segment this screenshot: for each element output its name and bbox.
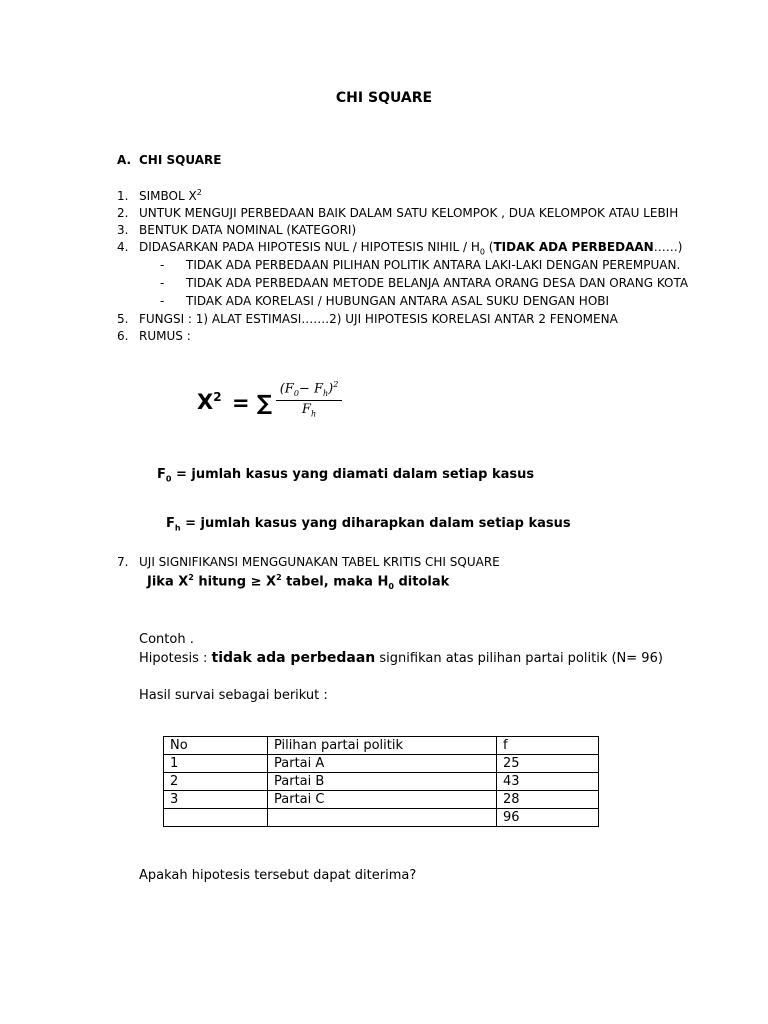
survey-table [163, 736, 599, 827]
formula-lhs: $X^2$ [197, 390, 222, 414]
table-header-row [164, 737, 599, 755]
table-cell: 43 [497, 773, 599, 791]
table-cell: 28 [497, 791, 599, 809]
table-header-cell: f [497, 737, 599, 755]
page-title: CHI SQUARE [335, 90, 433, 106]
formula-numerator: $(F_0- F_h)^2$ [276, 380, 342, 401]
list-item: 3. BENTUK DATA NOMINAL (KATEGORI) [117, 223, 357, 237]
table-row [164, 755, 599, 773]
table-cell: Partai C [268, 791, 497, 809]
list-item: 4. DIDASARKAN PADA HIPOTESIS NUL / HIPOTESIS NIHIL / $H_0$ (TIDAK ADA PERBEDAAN……) [117, 240, 683, 257]
list-item: 2. UNTUK MENGUJI PERBEDAAN BAIK DALAM SATU KELOMPOK , DUA KELOMPOK ATAU LEBIH [117, 206, 679, 220]
table-cell: 25 [497, 755, 599, 773]
table-header-cell: No [164, 737, 268, 755]
survey-intro: Hasil survai sebagai berikut : [139, 688, 328, 703]
decision-rule: Jika $X^2$ hitung ≥ $X^2$ tabel, maka $H_0$ ditolak [147, 573, 450, 591]
list-item: 7. UJI SIGNIFIKANSI MENGGUNAKAN TABEL KRITIS CHI SQUARE [117, 555, 500, 569]
table-cell: Partai B [268, 773, 497, 791]
sub-list-item: - TIDAK ADA PERBEDAAN METODE BELANJA ANTARA ORANG DESA DAN ORANG KOTA [160, 276, 689, 290]
section-heading: A. CHI SQUARE [117, 153, 222, 167]
sub-list-item: - TIDAK ADA KORELASI / HUBUNGAN ANTARA ASAL SUKU DENGAN HOBI [160, 294, 610, 308]
definition-fh: $F_h$ = jumlah kasus yang diharapkan dalam setiap kasus [166, 516, 571, 533]
example-label: Contoh . [139, 632, 194, 647]
formula-fraction [276, 380, 342, 419]
list-item: 1. SIMBOL $X^2$ [117, 188, 202, 203]
table-cell: Partai A [268, 755, 497, 773]
table-cell [164, 809, 268, 827]
table-total-row [164, 809, 599, 827]
sub-list-item: - TIDAK ADA PERBEDAAN PILIHAN POLITIK ANTARA LAKI-LAKI DENGAN PEREMPUAN. [160, 258, 681, 272]
hypothesis-line: Hipotesis : tidak ada perbedaan signifikan atas pilihan partai politik (N= 96) [139, 650, 663, 666]
formula-denominator: $F_h$ [301, 401, 317, 419]
table-row [164, 791, 599, 809]
table-cell: 1 [164, 755, 268, 773]
formula-sum: = ∑ [232, 391, 272, 415]
table-cell: 3 [164, 791, 268, 809]
table-cell: 96 [497, 809, 599, 827]
table-header-cell: Pilihan partai politik [268, 737, 497, 755]
list-item: 6. RUMUS : [117, 329, 191, 343]
list-item: 5. FUNGSI : 1) ALAT ESTIMASI…….2) UJI HIPOTESIS KORELASI ANTAR 2 FENOMENA [117, 312, 618, 326]
table-cell [268, 809, 497, 827]
definition-f0: $F_0$ = jumlah kasus yang diamati dalam setiap kasus [157, 467, 535, 484]
table-cell: 2 [164, 773, 268, 791]
closing-question: Apakah hipotesis tersebut dapat diterima? [139, 868, 417, 883]
table-row [164, 773, 599, 791]
